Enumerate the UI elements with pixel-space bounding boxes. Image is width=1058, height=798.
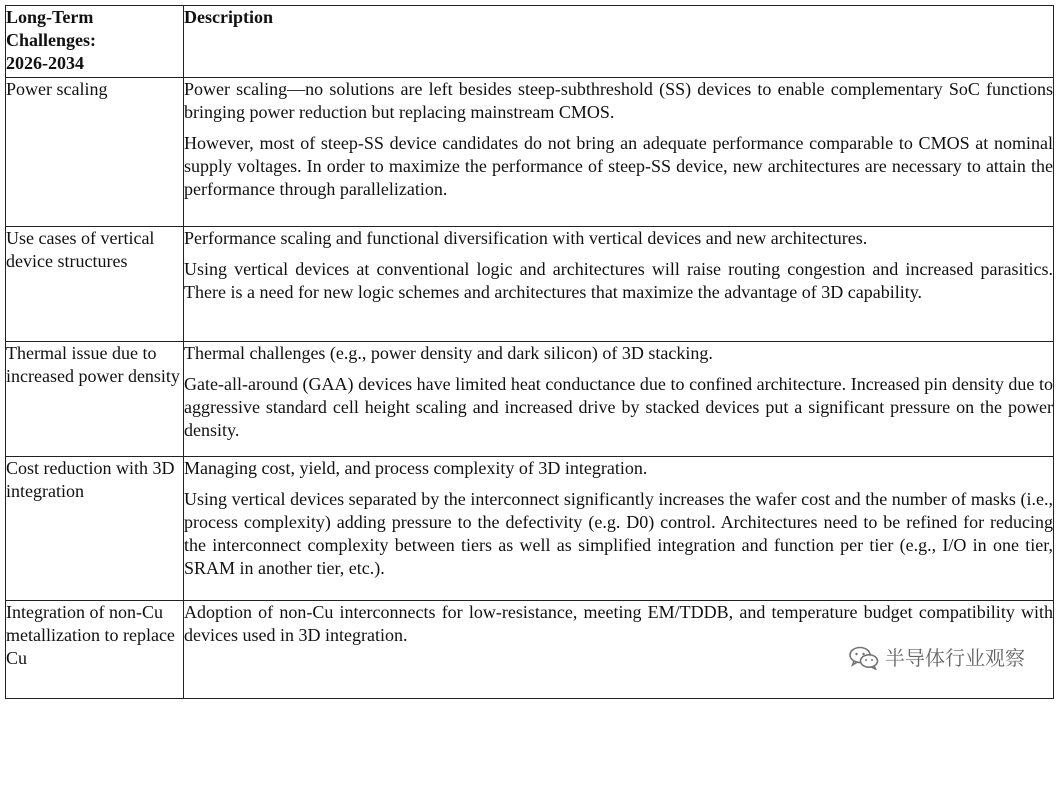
- challenge-name: Power scaling: [6, 78, 184, 227]
- description-paragraph: Thermal challenges (e.g., power density and dark silicon) of 3D stacking.: [184, 343, 713, 363]
- header-line: Long-Term: [6, 7, 94, 27]
- wechat-icon: [849, 646, 879, 670]
- table-header-row: [6, 6, 1054, 78]
- watermark-text: 半导体行业观察: [885, 645, 1025, 670]
- description-paragraph: Managing cost, yield, and process complexity of 3D integration.: [184, 458, 648, 478]
- challenge-name: Integration of non-Cu metallization to replace Cu: [6, 601, 184, 699]
- challenge-name: Use cases of vertical device structures: [6, 227, 184, 342]
- description-paragraph: Adoption of non-Cu interconnects for low-resistance, meeting EM/TDDB, and temperature budget compatibility with devices used in 3D integration.: [184, 602, 1053, 645]
- description-paragraph: Using vertical devices separated by the interconnect significantly increases the wafer cost and the number of masks (i.e., process complexity) adding pressure to the defectivity (e.g. D0) control. Architectures need to be refined for reducing the interconnect complexity between tiers as well as simplified integration and function per tier (e.g., I/O in one tier, SRAM in another tier, etc.).: [184, 489, 1053, 578]
- table-row: [6, 457, 1054, 601]
- description-paragraph: Using vertical devices at conventional logic and architectures will raise routing congestion and increased parasitics. There is a need for new logic schemes and architectures that maximize the advantage of 3D capability.: [184, 259, 1053, 302]
- document-page: [5, 5, 1053, 793]
- challenge-name: Thermal issue due to increased power density: [6, 342, 184, 457]
- header-line: 2026-2034: [6, 53, 84, 73]
- challenge-description: [184, 227, 1054, 342]
- header-line: Challenges:: [6, 30, 96, 50]
- challenge-description: [184, 601, 1054, 699]
- description-paragraph: Power scaling—no solutions are left besides steep-subthreshold (SS) devices to enable complementary SoC functions bringing power reduction but replacing mainstream CMOS.: [184, 79, 1053, 122]
- table-row: [6, 601, 1054, 699]
- description-paragraph: Performance scaling and functional diversification with vertical devices and new architectures.: [184, 228, 868, 248]
- header-description: Description: [184, 6, 1054, 78]
- table-row: [6, 227, 1054, 342]
- challenge-description: [184, 78, 1054, 227]
- header-challenges: [6, 6, 184, 78]
- watermark: [849, 646, 1025, 670]
- table-row: [6, 342, 1054, 457]
- description-paragraph: However, most of steep-SS device candidates do not bring an adequate performance comparable to CMOS at nominal supply voltages. In order to maximize the performance of steep-SS device, new architectures are necessary to attain the performance through parallelization.: [184, 133, 1053, 199]
- challenge-description: [184, 457, 1054, 601]
- challenge-name: Cost reduction with 3D integration: [6, 457, 184, 601]
- description-paragraph: Gate-all-around (GAA) devices have limited heat conductance due to confined architecture. Increased pin density due to aggressive standard cell height scaling and increased drive by stacked devices put a significant pressure on the power density.: [184, 374, 1053, 440]
- challenge-description: [184, 342, 1054, 457]
- table-row: [6, 78, 1054, 227]
- challenges-table: [5, 5, 1054, 699]
